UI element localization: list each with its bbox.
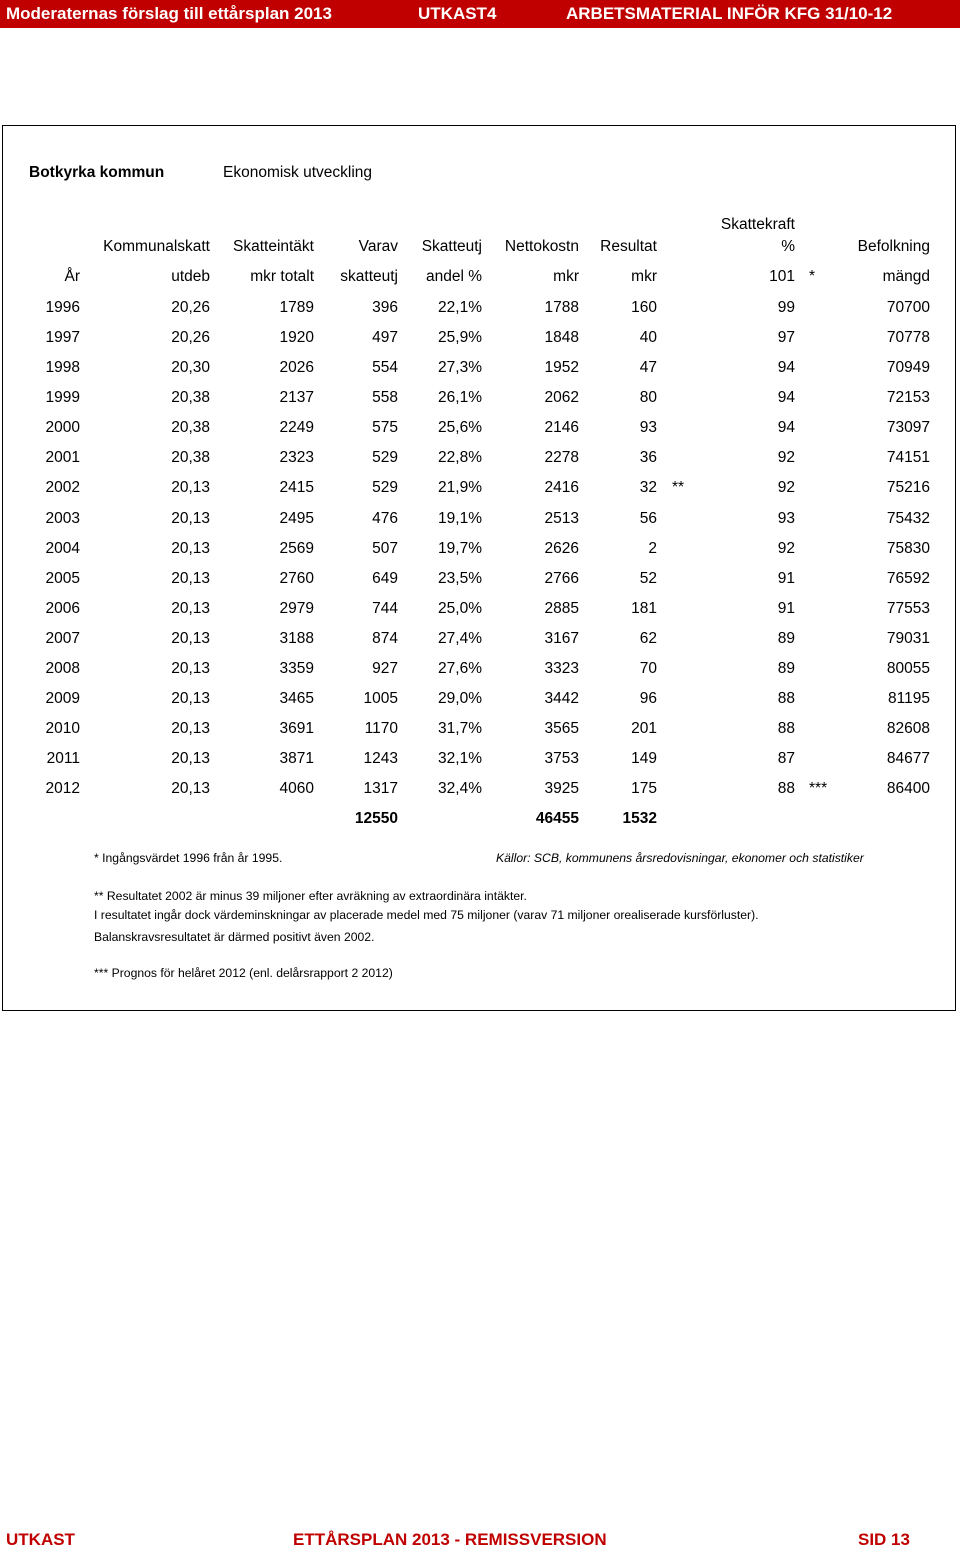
header-row2-col-year: År bbox=[64, 268, 80, 285]
header-row1-col-tax-capacity: % bbox=[781, 238, 795, 255]
table-row-1999-col-population: 72153 bbox=[886, 389, 930, 407]
table-row-1998-col-population: 70949 bbox=[886, 359, 930, 377]
skattekraft-header: Skattekraft bbox=[720, 216, 795, 233]
table-row-1996-col-result: 160 bbox=[631, 299, 657, 316]
footer-page-number: SID 13 bbox=[858, 1530, 910, 1549]
table-row-2012-col-equalization-share: 32,4% bbox=[438, 780, 482, 798]
table-row-1999-col-year: 1999 bbox=[45, 389, 80, 407]
table-row-2000-col-year: 2000 bbox=[45, 419, 80, 437]
table-row-2008-col-equalization: 927 bbox=[372, 659, 398, 677]
note-2002-balance: Balanskravsresultatet är därmed positivt även 2002. bbox=[94, 930, 375, 944]
table-row-2008-col-net-cost: 3323 bbox=[544, 659, 579, 677]
table-row-2005-col-equalization: 649 bbox=[372, 569, 398, 587]
table-row-2011-col-year: 2011 bbox=[46, 750, 80, 768]
table-row-2006-col-tax-capacity: 91 bbox=[777, 599, 795, 617]
table-row-2012-col-equalization: 1317 bbox=[363, 780, 398, 798]
table-row-2011-col-population: 84677 bbox=[886, 750, 930, 768]
table-row-2008-col-population: 80055 bbox=[886, 659, 930, 677]
total-nettokostn: 46455 bbox=[535, 810, 579, 827]
table-row-2003-col-equalization-share: 19,1% bbox=[438, 509, 482, 527]
table-row-1998-col-tax-revenue: 2026 bbox=[279, 359, 314, 377]
header-row1-col-equalization: Varav bbox=[358, 238, 398, 255]
table-row-2004-col-equalization: 507 bbox=[372, 539, 398, 557]
table-row-2002-col-equalization: 529 bbox=[372, 479, 398, 497]
table-row-1998-col-equalization-share: 27,3% bbox=[438, 359, 482, 377]
table-row-2007-col-equalization: 874 bbox=[372, 629, 398, 647]
table-row-1997-col-tax-revenue: 1920 bbox=[279, 329, 314, 347]
table-row-1999-col-tax-revenue: 2137 bbox=[279, 389, 314, 407]
table-row-2001-col-net-cost: 2278 bbox=[544, 449, 579, 467]
municipality-title: Botkyrka kommun bbox=[29, 164, 165, 181]
table-row-1997-col-tax-capacity: 97 bbox=[777, 329, 795, 347]
table-row-2007-col-tax-capacity: 89 bbox=[777, 629, 795, 647]
table-row-2008-col-year: 2008 bbox=[45, 659, 80, 677]
table-row-2007-col-year: 2007 bbox=[45, 629, 80, 647]
table-row-1997-col-population: 70778 bbox=[886, 329, 930, 347]
header-row2-col-population: mängd bbox=[882, 268, 930, 285]
note-2002-depreciation: I resultatet ingår dock värdeminskningar av placerade medel med 75 miljoner (varav 71 miljoner orealiserade kursförluster). bbox=[94, 908, 759, 922]
table-row-2009-col-result: 96 bbox=[639, 690, 657, 708]
table-row-2001-col-population: 74151 bbox=[886, 449, 930, 467]
table-row-1999-col-tax-rate: 20,38 bbox=[171, 389, 210, 407]
table-row-2000-col-equalization: 575 bbox=[372, 419, 398, 437]
note-2012-forecast: *** Prognos för helåret 2012 (enl. delårsrapport 2 2012) bbox=[94, 966, 393, 980]
table-row-2005-col-tax-revenue: 2760 bbox=[279, 569, 314, 587]
total-resultat: 1532 bbox=[622, 810, 657, 827]
table-row-2002-col-result-mark: ** bbox=[672, 479, 685, 497]
header-row2-col-equalization-share: andel % bbox=[425, 268, 482, 285]
table-row-2007-col-tax-rate: 20,13 bbox=[171, 629, 210, 647]
note-2002-result: ** Resultatet 2002 är minus 39 miljoner efter avräkning av extraordinära intäkter. bbox=[94, 889, 527, 903]
table-row-1998-col-equalization: 554 bbox=[372, 359, 398, 377]
table-row-2010-col-population: 82608 bbox=[886, 720, 930, 738]
table-row-2011-col-tax-capacity: 87 bbox=[777, 750, 795, 768]
table-row-2011-col-net-cost: 3753 bbox=[544, 750, 579, 768]
table-row-2003-col-result: 56 bbox=[639, 509, 657, 527]
table-row-2002-col-tax-capacity: 92 bbox=[777, 479, 795, 497]
table-row-2008-col-result: 70 bbox=[639, 659, 657, 677]
table-row-2012-col-tax-capacity-mark: *** bbox=[809, 780, 828, 798]
table-row-1998-col-tax-rate: 20,30 bbox=[171, 359, 210, 377]
table-row-2000-col-tax-capacity: 94 bbox=[777, 419, 795, 437]
header-row2-col-tax-capacity: 101 bbox=[769, 268, 795, 285]
table-row-2008-col-tax-revenue: 3359 bbox=[279, 659, 314, 677]
table-row-1996-col-equalization: 396 bbox=[372, 299, 398, 316]
table-row-1996-col-population: 70700 bbox=[886, 299, 930, 316]
table-row-2005-col-result: 52 bbox=[639, 569, 657, 587]
table-row-1996-col-tax-rate: 20,26 bbox=[171, 299, 210, 316]
table-row-2004-col-net-cost: 2626 bbox=[544, 539, 579, 557]
table-row-2006-col-equalization-share: 25,0% bbox=[438, 599, 482, 617]
table-row-2001-col-tax-rate: 20,38 bbox=[171, 449, 210, 467]
table-row-2003-col-equalization: 476 bbox=[372, 509, 398, 527]
header-row1-col-net-cost: Nettokostn bbox=[504, 238, 579, 255]
table-row-2004-col-tax-capacity: 92 bbox=[777, 539, 795, 557]
header-row2-col-equalization: skatteutj bbox=[340, 268, 398, 285]
table-row-1996-col-net-cost: 1788 bbox=[544, 299, 579, 316]
header-row1-col-result: Resultat bbox=[600, 238, 657, 255]
header-row2-col-tax-rate: utdeb bbox=[171, 268, 210, 285]
table-row-2002-col-result: 32 bbox=[639, 479, 657, 497]
header-title: Moderaternas förslag till ettårsplan 2013 bbox=[6, 4, 332, 23]
table-row-2009-col-tax-capacity: 88 bbox=[777, 690, 795, 708]
table-row-2008-col-equalization-share: 27,6% bbox=[438, 659, 482, 677]
table-row-2006-col-tax-revenue: 2979 bbox=[279, 599, 314, 617]
table-row-2011-col-equalization: 1243 bbox=[363, 750, 398, 768]
table-row-2000-col-tax-rate: 20,38 bbox=[171, 419, 210, 437]
table-row-2004-col-year: 2004 bbox=[45, 539, 80, 557]
table-row-1998-col-result: 47 bbox=[639, 359, 657, 377]
table-row-2005-col-equalization-share: 23,5% bbox=[438, 569, 482, 587]
table-row-2006-col-equalization: 744 bbox=[372, 599, 398, 617]
table-row-2009-col-population: 81195 bbox=[888, 690, 930, 708]
header-row1-col-tax-rate: Kommunalskatt bbox=[103, 238, 210, 255]
table-row-2003-col-net-cost: 2513 bbox=[544, 509, 579, 527]
footer-draft: UTKAST bbox=[6, 1530, 75, 1549]
table-row-2012-col-tax-rate: 20,13 bbox=[171, 780, 210, 798]
table-row-1999-col-tax-capacity: 94 bbox=[777, 389, 795, 407]
table-row-2012-col-tax-capacity: 88 bbox=[777, 780, 795, 798]
table-row-2007-col-result: 62 bbox=[639, 629, 657, 647]
table-row-2000-col-net-cost: 2146 bbox=[544, 419, 579, 437]
table-row-1996-col-year: 1996 bbox=[45, 299, 80, 316]
table-row-2011-col-result: 149 bbox=[631, 750, 657, 768]
table-row-2007-col-net-cost: 3167 bbox=[544, 629, 579, 647]
table-row-2012-col-net-cost: 3925 bbox=[544, 780, 579, 798]
table-row-2000-col-population: 73097 bbox=[886, 419, 930, 437]
footer-plan-title: ETTÅRSPLAN 2013 - REMISSVERSION bbox=[293, 1530, 607, 1549]
table-row-2001-col-year: 2001 bbox=[45, 449, 80, 467]
table-row-2001-col-equalization: 529 bbox=[372, 449, 398, 467]
table-row-2006-col-result: 181 bbox=[631, 599, 657, 617]
table-row-2002-col-equalization-share: 21,9% bbox=[438, 479, 482, 497]
table-row-2010-col-equalization-share: 31,7% bbox=[438, 720, 482, 738]
table-row-1996-col-tax-capacity: 99 bbox=[777, 299, 795, 316]
table-row-2003-col-tax-revenue: 2495 bbox=[279, 509, 314, 527]
table-row-1999-col-result: 80 bbox=[639, 389, 657, 407]
table-row-2012-col-year: 2012 bbox=[45, 780, 80, 798]
table-row-2009-col-equalization: 1005 bbox=[363, 690, 398, 708]
table-row-2005-col-year: 2005 bbox=[45, 569, 80, 587]
table-row-1999-col-equalization: 558 bbox=[372, 389, 398, 407]
table-row-2010-col-tax-revenue: 3691 bbox=[279, 720, 314, 738]
table-row-2012-col-tax-revenue: 4060 bbox=[279, 780, 314, 798]
table-row-2006-col-tax-rate: 20,13 bbox=[171, 599, 210, 617]
table-row-2009-col-tax-rate: 20,13 bbox=[171, 690, 210, 708]
table-row-2010-col-result: 201 bbox=[631, 720, 657, 738]
table-row-2005-col-population: 76592 bbox=[886, 569, 930, 587]
table-row-2000-col-tax-revenue: 2249 bbox=[279, 419, 314, 437]
table-row-2004-col-equalization-share: 19,7% bbox=[438, 539, 482, 557]
table-row-2011-col-tax-revenue: 3871 bbox=[279, 750, 314, 768]
table-row-2002-col-tax-rate: 20,13 bbox=[171, 479, 210, 497]
header-row2-col-tax-revenue: mkr totalt bbox=[250, 268, 314, 285]
table-row-2012-col-population: 86400 bbox=[886, 780, 930, 798]
table-row-2009-col-net-cost: 3442 bbox=[544, 690, 579, 708]
table-row-2006-col-net-cost: 2885 bbox=[544, 599, 579, 617]
table-row-2003-col-population: 75432 bbox=[886, 509, 930, 527]
table-row-1998-col-year: 1998 bbox=[45, 359, 80, 377]
header-row2-col-result: mkr bbox=[631, 268, 657, 285]
table-row-2005-col-tax-capacity: 91 bbox=[777, 569, 795, 587]
table-row-2008-col-tax-rate: 20,13 bbox=[171, 659, 210, 677]
table-row-2001-col-tax-revenue: 2323 bbox=[279, 449, 314, 467]
table-row-1999-col-net-cost: 2062 bbox=[544, 389, 579, 407]
note-start-value: * Ingångsvärdet 1996 från år 1995. bbox=[94, 851, 283, 865]
header-draft-label: UTKAST4 bbox=[418, 4, 497, 23]
table-frame bbox=[2, 125, 956, 1011]
table-row-2004-col-result: 2 bbox=[648, 539, 657, 557]
page-header bbox=[0, 0, 960, 28]
table-row-1997-col-net-cost: 1848 bbox=[544, 329, 579, 347]
table-row-2010-col-year: 2010 bbox=[45, 720, 80, 738]
table-row-1997-col-equalization: 497 bbox=[372, 329, 398, 347]
table-row-2006-col-population: 77553 bbox=[886, 599, 930, 617]
table-row-2010-col-tax-rate: 20,13 bbox=[171, 720, 210, 738]
table-row-1997-col-equalization-share: 25,9% bbox=[438, 329, 482, 347]
header-row1-col-population: Befolkning bbox=[857, 238, 930, 255]
table-row-2008-col-tax-capacity: 89 bbox=[777, 659, 795, 677]
table-row-2009-col-equalization-share: 29,0% bbox=[438, 690, 482, 708]
table-row-2002-col-net-cost: 2416 bbox=[544, 479, 579, 497]
table-row-2004-col-population: 75830 bbox=[886, 539, 930, 557]
table-row-2002-col-year: 2002 bbox=[45, 479, 80, 497]
table-row-2002-col-population: 75216 bbox=[886, 479, 930, 497]
table-row-2011-col-tax-rate: 20,13 bbox=[171, 750, 210, 768]
table-row-2005-col-tax-rate: 20,13 bbox=[171, 569, 210, 587]
header-row2-col-tax-capacity-mark: * bbox=[809, 268, 816, 285]
table-row-2001-col-equalization-share: 22,8% bbox=[438, 449, 482, 467]
table-row-2003-col-year: 2003 bbox=[45, 509, 80, 527]
table-row-1997-col-year: 1997 bbox=[45, 329, 80, 347]
table-row-2012-col-result: 175 bbox=[631, 780, 657, 798]
header-row1-col-tax-revenue: Skatteintäkt bbox=[233, 238, 314, 255]
table-row-2007-col-equalization-share: 27,4% bbox=[438, 629, 482, 647]
table-row-1997-col-tax-rate: 20,26 bbox=[171, 329, 210, 347]
table-row-1998-col-tax-capacity: 94 bbox=[777, 359, 795, 377]
table-row-2003-col-tax-capacity: 93 bbox=[777, 509, 795, 527]
table-row-2001-col-result: 36 bbox=[639, 449, 657, 467]
table-row-2002-col-tax-revenue: 2415 bbox=[279, 479, 314, 497]
table-row-2011-col-equalization-share: 32,1% bbox=[438, 750, 482, 768]
table-row-1996-col-equalization-share: 22,1% bbox=[438, 299, 482, 316]
subject-title: Ekonomisk utveckling bbox=[223, 164, 373, 181]
table-row-1999-col-equalization-share: 26,1% bbox=[438, 389, 482, 407]
table-row-2000-col-result: 93 bbox=[639, 419, 657, 437]
table-row-2010-col-net-cost: 3565 bbox=[544, 720, 579, 738]
table-row-2003-col-tax-rate: 20,13 bbox=[171, 509, 210, 527]
table-row-2010-col-equalization: 1170 bbox=[364, 720, 398, 738]
table-row-2009-col-year: 2009 bbox=[45, 690, 80, 708]
table-row-2000-col-equalization-share: 25,6% bbox=[438, 419, 482, 437]
table-row-2007-col-tax-revenue: 3188 bbox=[279, 629, 314, 647]
table-row-2004-col-tax-rate: 20,13 bbox=[171, 539, 210, 557]
table-row-2001-col-tax-capacity: 92 bbox=[777, 449, 795, 467]
header-row2-col-net-cost: mkr bbox=[553, 268, 579, 285]
table-row-1998-col-net-cost: 1952 bbox=[544, 359, 579, 377]
total-varav: 12550 bbox=[354, 810, 398, 827]
table-row-1997-col-result: 40 bbox=[639, 329, 657, 347]
header-working-material: ARBETSMATERIAL INFÖR KFG 31/10-12 bbox=[566, 4, 893, 23]
table-row-2009-col-tax-revenue: 3465 bbox=[279, 690, 314, 708]
note-sources: Källor: SCB, kommunens årsredovisningar, ekonomer och statistiker bbox=[496, 851, 864, 865]
header-row1-col-equalization-share: Skatteutj bbox=[421, 238, 482, 255]
table-row-2006-col-year: 2006 bbox=[45, 599, 80, 617]
table-row-2005-col-net-cost: 2766 bbox=[544, 569, 579, 587]
table-row-1996-col-tax-revenue: 1789 bbox=[279, 299, 314, 316]
table-row-2007-col-population: 79031 bbox=[886, 629, 930, 647]
table-row-2010-col-tax-capacity: 88 bbox=[777, 720, 795, 738]
table-row-2004-col-tax-revenue: 2569 bbox=[279, 539, 314, 557]
